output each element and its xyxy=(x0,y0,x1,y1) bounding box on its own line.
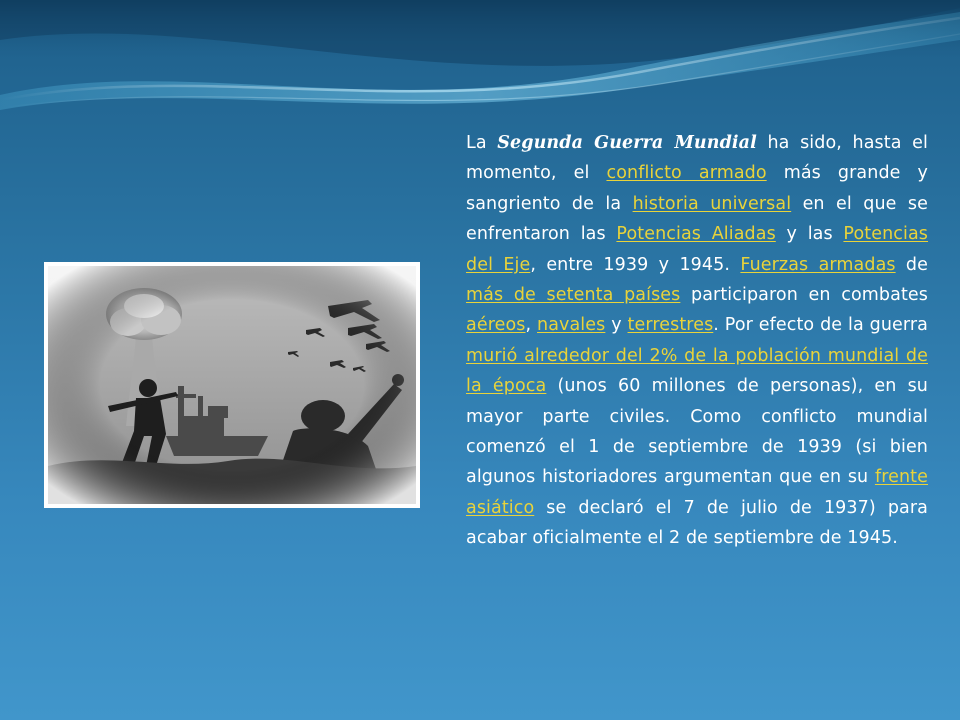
header-swoosh-decoration xyxy=(0,0,960,130)
link-frente-asiatico[interactable]: frente asiático xyxy=(466,467,928,518)
paragraph-ww2-intro xyxy=(466,128,928,554)
text-run: y xyxy=(605,315,628,336)
link-aereos[interactable]: aéreos xyxy=(466,315,526,336)
link-mas-de-setenta-paises[interactable]: más de setenta países xyxy=(466,285,681,306)
text-run: La xyxy=(466,133,498,153)
text-run: . Por efecto de la guerra xyxy=(713,315,929,336)
text-run: y las xyxy=(775,224,844,245)
link-conflicto-armado[interactable]: conflicto armado xyxy=(606,163,767,184)
link-navales[interactable]: navales xyxy=(537,315,606,336)
link-fuerzas-armadas[interactable]: Fuerzas armadas xyxy=(740,254,896,275)
text-run: en el que se enfrentaron las xyxy=(466,193,928,245)
text-run: (unos 60 millones de personas), en su mayor parte civiles. Como conflicto mundial comenzó el 1 de septiembre de 1939 (si bien algunos historiadores argumentan que en su xyxy=(466,376,928,488)
bold-term-segunda-guerra-mundial: Segunda Guerra Mundial xyxy=(497,133,757,153)
link-murio-poblacion-mundial[interactable]: murió alrededor del 2% de la población mundial de la época xyxy=(466,345,928,397)
text-run: se declaró el 7 de julio de 1937) para acabar oficialmente el 2 de septiembre de 1945. xyxy=(466,497,928,549)
text-run: , xyxy=(525,315,538,336)
link-terrestres[interactable]: terrestres xyxy=(627,315,714,336)
link-potencias-aliadas[interactable]: Potencias Aliadas xyxy=(616,224,776,245)
link-potencias-del-eje[interactable]: Potencias del Eje xyxy=(466,224,929,275)
link-historia-universal[interactable]: historia universal xyxy=(632,193,792,214)
text-run: de xyxy=(895,254,928,275)
ww2-collage-image-frame xyxy=(44,262,420,508)
text-run: participaron en combates xyxy=(680,285,928,306)
text-run: más grande y sangriento de la xyxy=(466,163,928,214)
ww2-collage-photo xyxy=(48,266,416,504)
text-run: ha sido, hasta el momento, el xyxy=(466,133,928,184)
text-run: , entre 1939 y 1945. xyxy=(530,254,741,275)
